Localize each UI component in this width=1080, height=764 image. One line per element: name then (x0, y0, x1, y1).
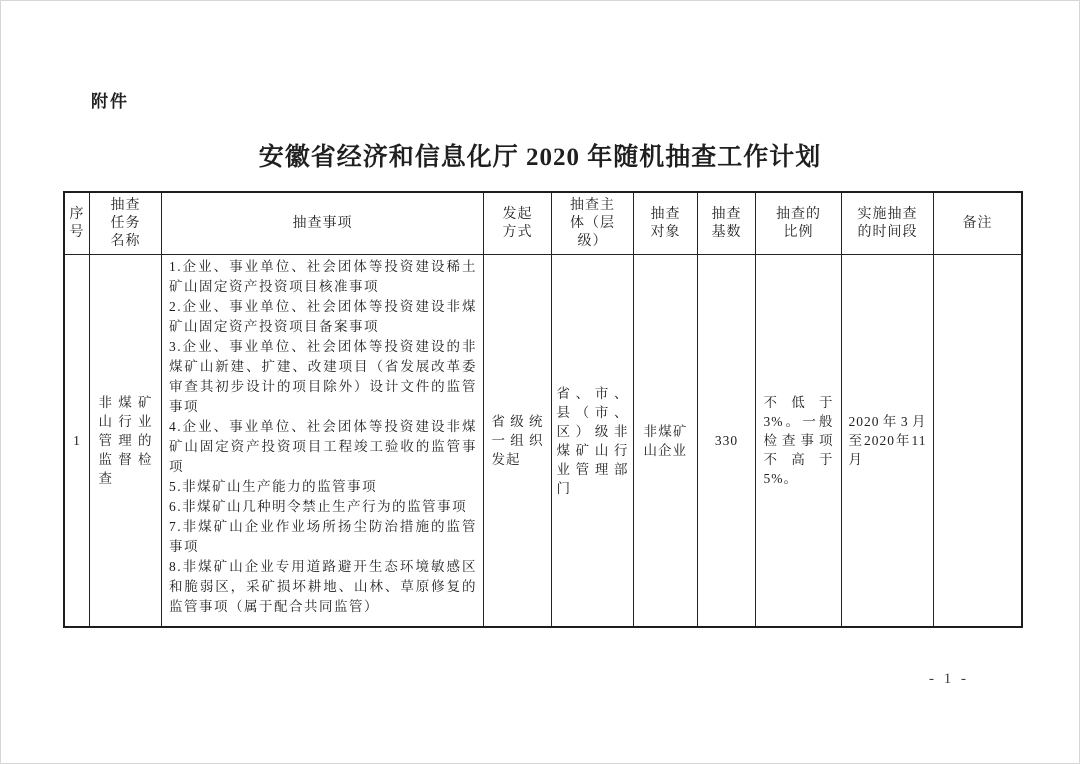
header-ratio: 抽查的比例 (755, 193, 841, 255)
row-inspection-items (161, 255, 483, 626)
header-inspection-items: 抽查事项 (161, 193, 483, 255)
header-task-name: 抽查任务名称 (89, 193, 161, 255)
page-number: - 1 - (929, 671, 969, 687)
inspection-item: 2.企业、事业单位、社会团体等投资建设非煤矿山固定资产投资项目备案事项 (169, 299, 477, 334)
header-target: 抽查对象 (633, 193, 697, 255)
row-ratio: 不低于3%。一般检查事项不高于5%。 (755, 255, 841, 626)
header-initiation-method: 发起方式 (483, 193, 551, 255)
row-target: 非煤矿山企业 (633, 255, 697, 626)
row-base-count: 330 (697, 255, 755, 626)
row-subject-level: 省、市、县（市、区）级非煤矿山行业管理部门 (551, 255, 633, 626)
inspection-item: 7.非煤矿山企业作业场所扬尘防治措施的监管事项 (169, 519, 477, 554)
attachment-label: 附件 (91, 92, 129, 111)
inspection-item: 6.非煤矿山几种明令禁止生产行为的监管事项 (169, 499, 468, 514)
row-initiation-method: 省级统一组织发起 (483, 255, 551, 626)
row-task-name: 非煤矿山行业管理的监督检查 (89, 255, 161, 626)
header-seq: 序号 (65, 193, 89, 255)
document-title: 安徽省经济和信息化厅 2020 年随机抽查工作计划 (258, 144, 822, 171)
inspection-item: 8.非煤矿山企业专用道路避开生态环境敏感区和脆弱区，采矿损坏耕地、山林、草原修复的监管事项（属于配合共同监管） (169, 559, 477, 614)
row-seq: 1 (73, 433, 81, 448)
inspection-item: 3.企业、事业单位、社会团体等投资建设的非煤矿山新建、扩建、改建项目（省发展改革委审查其初步设计的项目除外）设计文件的监管事项 (169, 339, 477, 414)
header-time-period: 实施抽查的时间段 (841, 193, 933, 255)
row-time-period: 2020年3月至2020年11月 (841, 255, 933, 626)
inspection-item: 4.企业、事业单位、社会团体等投资建设非煤矿山固定资产投资项目工程竣工验收的监管事项 (169, 419, 477, 474)
header-remarks: 备注 (933, 193, 1021, 255)
header-base-count: 抽查基数 (697, 193, 755, 255)
row-remarks (933, 255, 1021, 626)
inspection-plan-table (63, 191, 1023, 628)
header-subject-level: 抽查主体（层级） (551, 193, 633, 255)
inspection-item: 5.非煤矿山生产能力的监管事项 (169, 479, 378, 494)
inspection-item: 1.企业、事业单位、社会团体等投资建设稀土矿山固定资产投资项目核准事项 (169, 259, 477, 294)
